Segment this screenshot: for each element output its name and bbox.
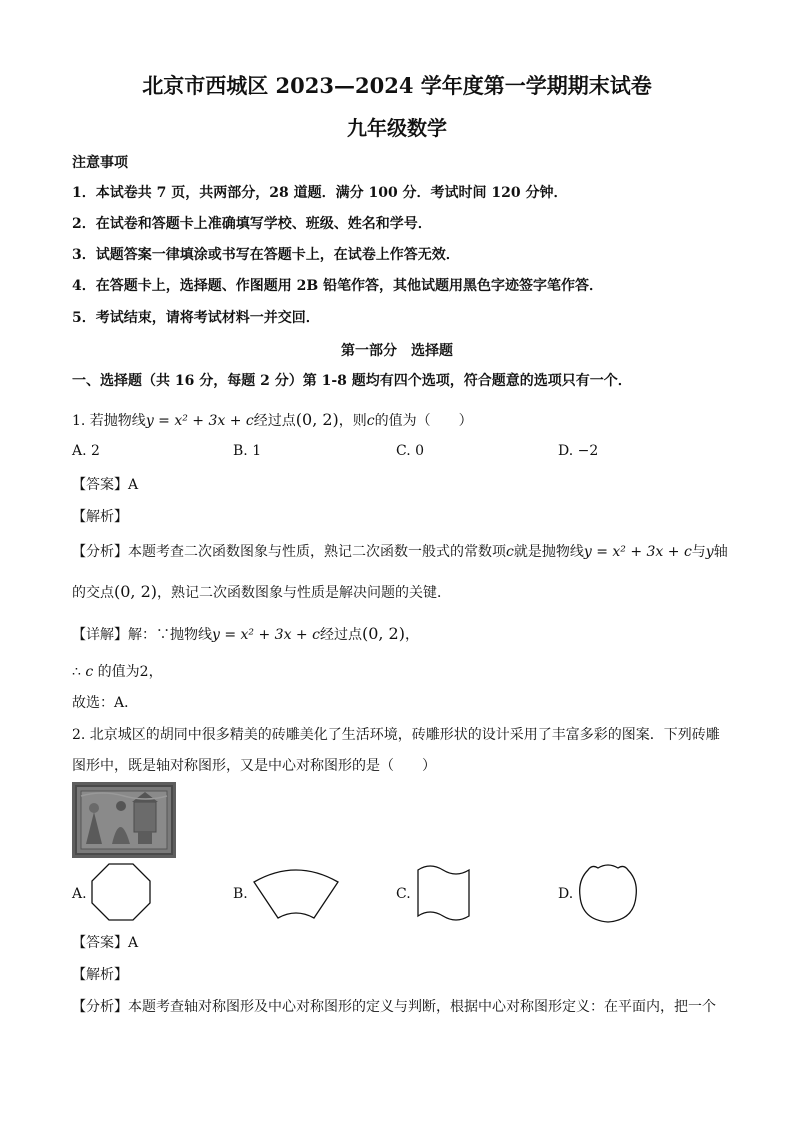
q1-therefore-end: ，: [148, 664, 163, 680]
fan-shape-icon: [252, 864, 340, 920]
notice-item-5: 5．考试结束，请将考试材料一并交回．: [72, 310, 320, 326]
q1-therefore-c: c: [85, 664, 94, 680]
therefore-symbol: ∴: [72, 664, 81, 680]
q1-detail: [72, 624, 419, 644]
q1-option-b: B. 1: [233, 443, 262, 459]
q1-detail-point: (0, 2): [361, 624, 405, 643]
q2-stem-line2: 图形中，既是轴对称图形，又是中心对称图形的是（ ）: [72, 758, 436, 774]
q2-analysis-tag: 【解析】: [72, 967, 128, 983]
q1-formula: y = x² + 3x + c: [145, 413, 254, 429]
q1-detail-d: ，: [404, 627, 419, 643]
notice-item-4: 4．在答题卡上，选择题、作图题用 2B 铅笔作答，其他试题用黑色字迹签字笔作答．: [72, 278, 604, 294]
q1-detail-b: 抛物线: [170, 627, 212, 643]
q1-option-c: C. 0: [396, 443, 425, 459]
q1-detail-c: 经过点: [319, 627, 362, 643]
q1-stem-a: 1. 若抛物线: [72, 413, 146, 429]
q1-detail-a: 解：: [128, 627, 156, 643]
jar-shape-icon: [576, 860, 640, 924]
notice-item-2: 2．在试卷和答题卡上准确填写学校、班级、姓名和学号．: [72, 216, 432, 232]
q1-fenxi-e: 轴: [713, 544, 728, 560]
q1-option-a: A. 2: [72, 443, 100, 459]
q1-fenxi-line2-a: 的交点: [72, 585, 114, 601]
q1-therefore: [72, 661, 163, 681]
q1-answer-value: A: [128, 477, 139, 493]
wave-flag-shape-icon: [414, 862, 472, 924]
q1-detail-formula: y = x² + 3x + c: [212, 627, 320, 643]
q1-stem-c: ，则: [338, 413, 367, 429]
notice-heading: 注意事项: [72, 155, 128, 171]
q2-fenxi-tag: 【分析】: [72, 999, 128, 1015]
q2-fenxi: [72, 996, 716, 1016]
q1-fenxi-point: (0, 2): [114, 582, 158, 601]
q2-option-d-label: D.: [558, 886, 574, 902]
page-subtitle: 九年级数学: [347, 116, 447, 140]
q1-fenxi-b: 就是抛物线: [513, 544, 584, 560]
q1-therefore-val: 2: [139, 664, 149, 680]
q1-answer-tag: 【答案】: [72, 477, 128, 493]
part-instruction: 一、选择题（共 16 分，每题 2 分）第 1-8 题均有四个选项，符合题意的选项只有一个．: [72, 373, 632, 389]
q1-fenxi-line2-b: ，熟记二次函数图象与性质是解决问题的关键．: [157, 585, 452, 601]
q1-choose: 故选：A．: [72, 695, 139, 711]
q1-fenxi-y: y: [705, 544, 714, 560]
q2-answer-value: A: [128, 935, 139, 951]
q1-point: (0, 2): [295, 410, 339, 429]
part-title: 第一部分 选择题: [341, 343, 453, 359]
q1-fenxi-tag: 【分析】: [72, 544, 128, 560]
q2-fenxi-text: 本题考查轴对称图形及中心对称图形的定义与判断，根据中心对称图形定义：在平面内，把一个: [128, 999, 716, 1015]
octagon-shape-icon: [90, 862, 152, 922]
q1-fenxi-line2: [72, 582, 451, 602]
q1-fenxi-d: 与: [691, 544, 706, 560]
q2-option-c-label: C.: [396, 886, 411, 902]
q1-var-c: c: [366, 413, 375, 429]
q1-stem-b: 经过点: [253, 413, 296, 429]
q1-fenxi-a: 本题考查二次函数图象与性质，熟记二次函数一般式的常数项: [128, 544, 506, 560]
q1-answer: [72, 474, 138, 494]
q1-stem-d: 的值为（ ）: [374, 413, 473, 429]
notice-item-3: 3．试题答案一律填涂或书写在答题卡上，在试卷上作答无效．: [72, 247, 460, 263]
q2-answer-tag: 【答案】: [72, 935, 128, 951]
q1-fenxi-line1: [72, 541, 728, 561]
q2-answer: [72, 932, 138, 952]
brick-carving-image: [72, 782, 176, 858]
q2-stem-line1: 2. 北京城区的胡同中很多精美的砖雕美化了生活环境，砖雕形状的设计采用了丰富多彩的图案．下列砖雕: [72, 727, 720, 743]
q1-analysis-tag: 【解析】: [72, 509, 128, 525]
q1-option-d: D. −2: [558, 443, 599, 459]
q1-fenxi-c: c: [506, 544, 514, 560]
q1-stem: [72, 410, 473, 430]
q1-detail-tag: 【详解】: [72, 627, 128, 643]
q2-option-b-label: B.: [233, 886, 248, 902]
notice-item-1: 1．本试卷共 7 页，共两部分，28 道题．满分 100 分．考试时间 120 分钟．: [72, 185, 568, 201]
page-title: 北京市西城区 2023—2024 学年度第一学期期末试卷: [142, 73, 652, 98]
q1-fenxi-formula: y = x² + 3x + c: [583, 544, 692, 560]
q1-therefore-text: 的值为: [93, 664, 140, 680]
because-symbol: ∵: [156, 627, 170, 643]
q2-option-a-label: A.: [72, 886, 87, 902]
